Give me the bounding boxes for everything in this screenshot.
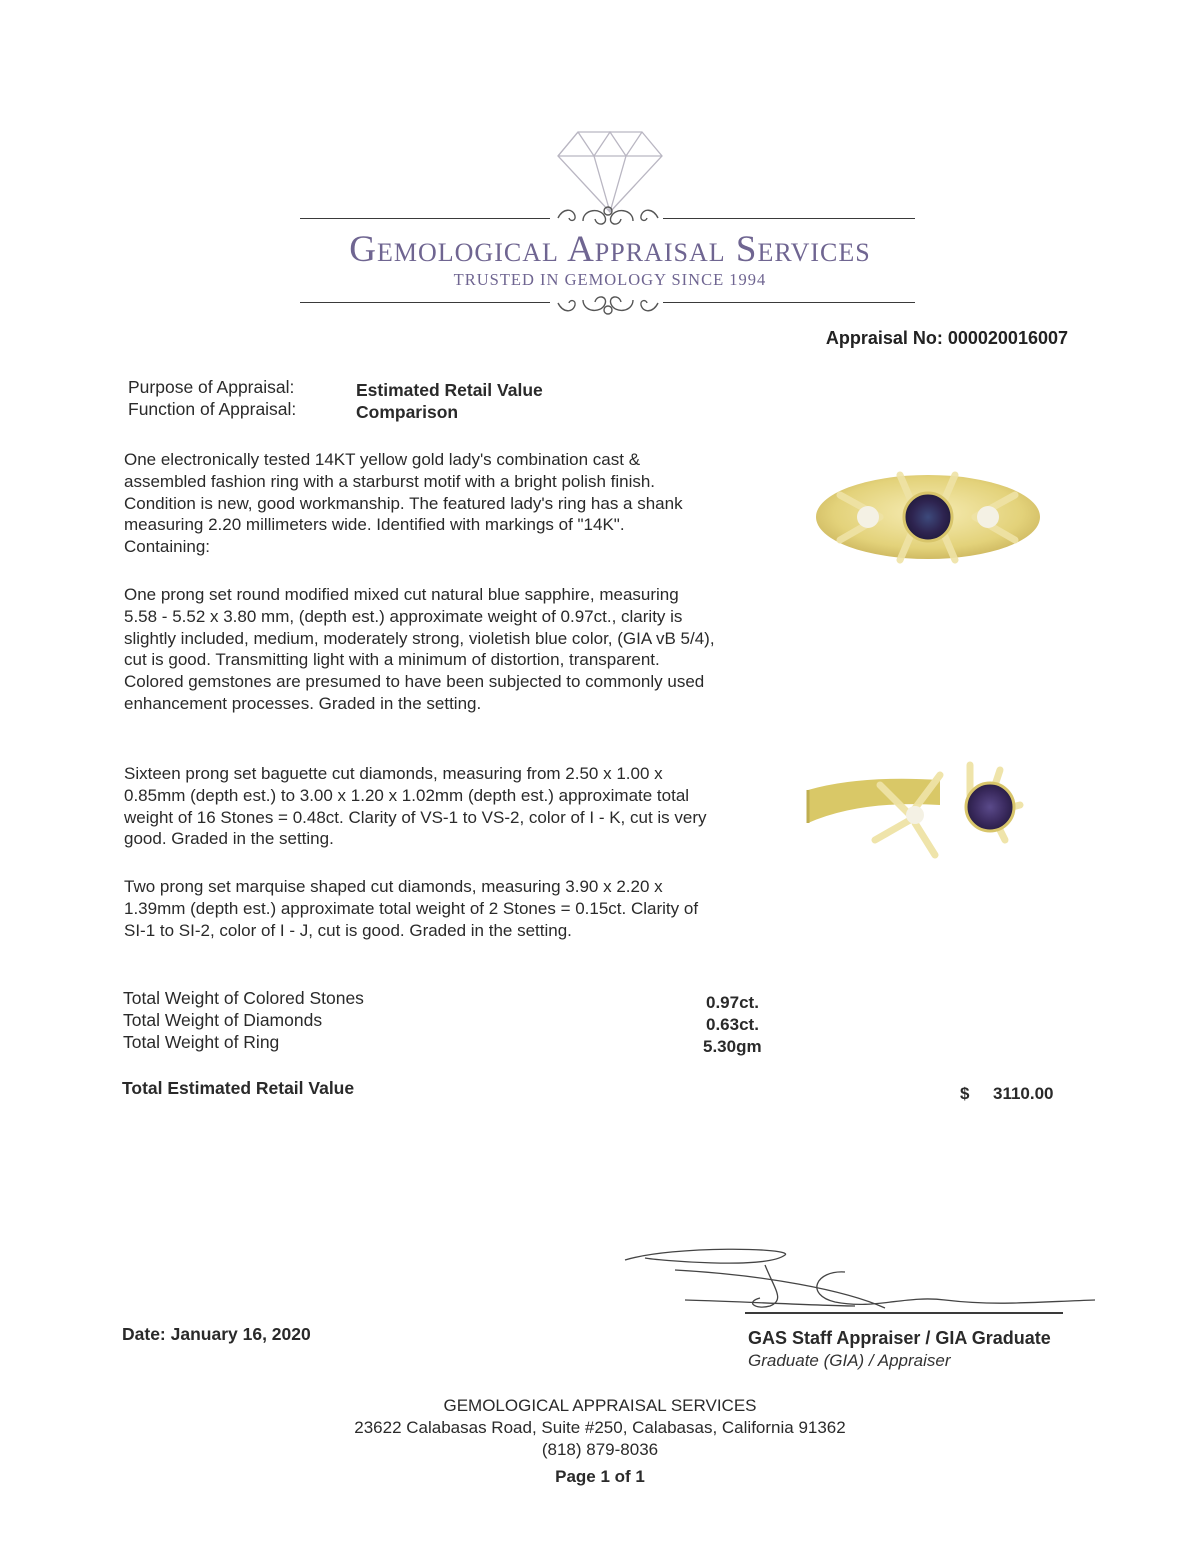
total-retail-value-label: Total Estimated Retail Value — [122, 1078, 355, 1098]
description-marquise-diamonds: Two prong set marquise shaped cut diamonds, measuring 3.90 x 2.20 x 1.39mm (depth est.) approximate total weight of 2 Stones = 0.15ct. Clarity of SI-1 to SI-2, color of I - J, cut is good. Graded in the setting. — [124, 877, 699, 940]
diamond-icon — [550, 124, 670, 214]
company-logo-title — [300, 228, 920, 271]
ring-top-view-photo — [810, 455, 1045, 575]
total-diamonds-label: Total Weight of Diamonds — [123, 1010, 323, 1030]
footer-phone: (818) 879-8036 — [541, 1440, 659, 1459]
total-ring-weight-label: Total Weight of Ring — [123, 1032, 280, 1052]
function-label: Function of Appraisal: — [128, 399, 297, 419]
description-ring: One electronically tested 14KT yellow gold lady's combination cast & assembled fashion ring with a starburst motif with a bright polish finish. Condition is new, good workmanship. The featured lady's ring has a shank measuring 2.20 millimeters wide. Identified with markings of "14K". Containing: — [124, 450, 683, 557]
footer-company: GEMOLOGICAL APPRAISAL SERVICES — [443, 1396, 757, 1415]
appraiser-subtitle: Graduate (GIA) / Appraiser — [748, 1351, 951, 1370]
signature-line — [745, 1312, 1063, 1314]
total-colored-stones-value: 0.97ct. — [706, 993, 759, 1012]
company-name: Gemological Appraisal Services — [349, 229, 871, 270]
appraiser-title: GAS Staff Appraiser / GIA Graduate — [748, 1328, 1051, 1348]
purpose-label: Purpose of Appraisal: — [128, 377, 295, 397]
logo-rule-top-left — [300, 218, 550, 219]
footer-address: 23622 Calabasas Road, Suite #250, Calabasas, California 91362 — [354, 1418, 846, 1437]
logo-rule-top-right — [663, 218, 915, 219]
currency-symbol: $ — [960, 1084, 970, 1103]
company-tagline: TRUSTED IN GEMOLOGY SINCE 1994 — [453, 270, 767, 289]
function-value: Comparison — [356, 402, 459, 422]
ornament-swirl-bottom — [553, 288, 663, 318]
description-baguette-diamonds: Sixteen prong set baguette cut diamonds, measuring from 2.50 x 1.00 x 0.85mm (depth est.) to 3.00 x 1.20 x 1.02mm (depth est.) approximate total weight of 16 Stones = 0.48ct. Clarity of VS-1 to VS-2, color of I - K, cut is very good. Graded in the setting. — [124, 764, 707, 849]
ring-side-view-photo — [800, 745, 1040, 865]
logo-rule-bottom-left — [300, 302, 550, 303]
total-retail-value: 3110.00 — [993, 1084, 1054, 1103]
total-ring-weight-value: 5.30gm — [703, 1037, 762, 1056]
page-number: Page 1 of 1 — [555, 1467, 645, 1486]
total-diamonds-value: 0.63ct. — [706, 1015, 759, 1034]
logo-rule-bottom-right — [663, 302, 915, 303]
total-colored-stones-label: Total Weight of Colored Stones — [123, 988, 364, 1008]
description-sapphire: One prong set round modified mixed cut natural blue sapphire, measuring 5.58 - 5.52 x 3.80 mm, (depth est.) approximate weight of 0.97ct., clarity is slightly included, medium, moderately strong, violetish blue color, (GIA vB 5/4), cut is good. Transmitting light with a minimum of distortion, transparent. Colored gemstones are presumed to have been subjected to commonly used enhancement processes. Graded in the setting. — [124, 585, 715, 713]
purpose-value: Estimated Retail Value — [356, 380, 543, 400]
appraisal-date: Date: January 16, 2020 — [122, 1324, 311, 1344]
appraiser-signature — [615, 1240, 1105, 1320]
appraisal-number: Appraisal No: 000020016007 — [825, 328, 1068, 348]
